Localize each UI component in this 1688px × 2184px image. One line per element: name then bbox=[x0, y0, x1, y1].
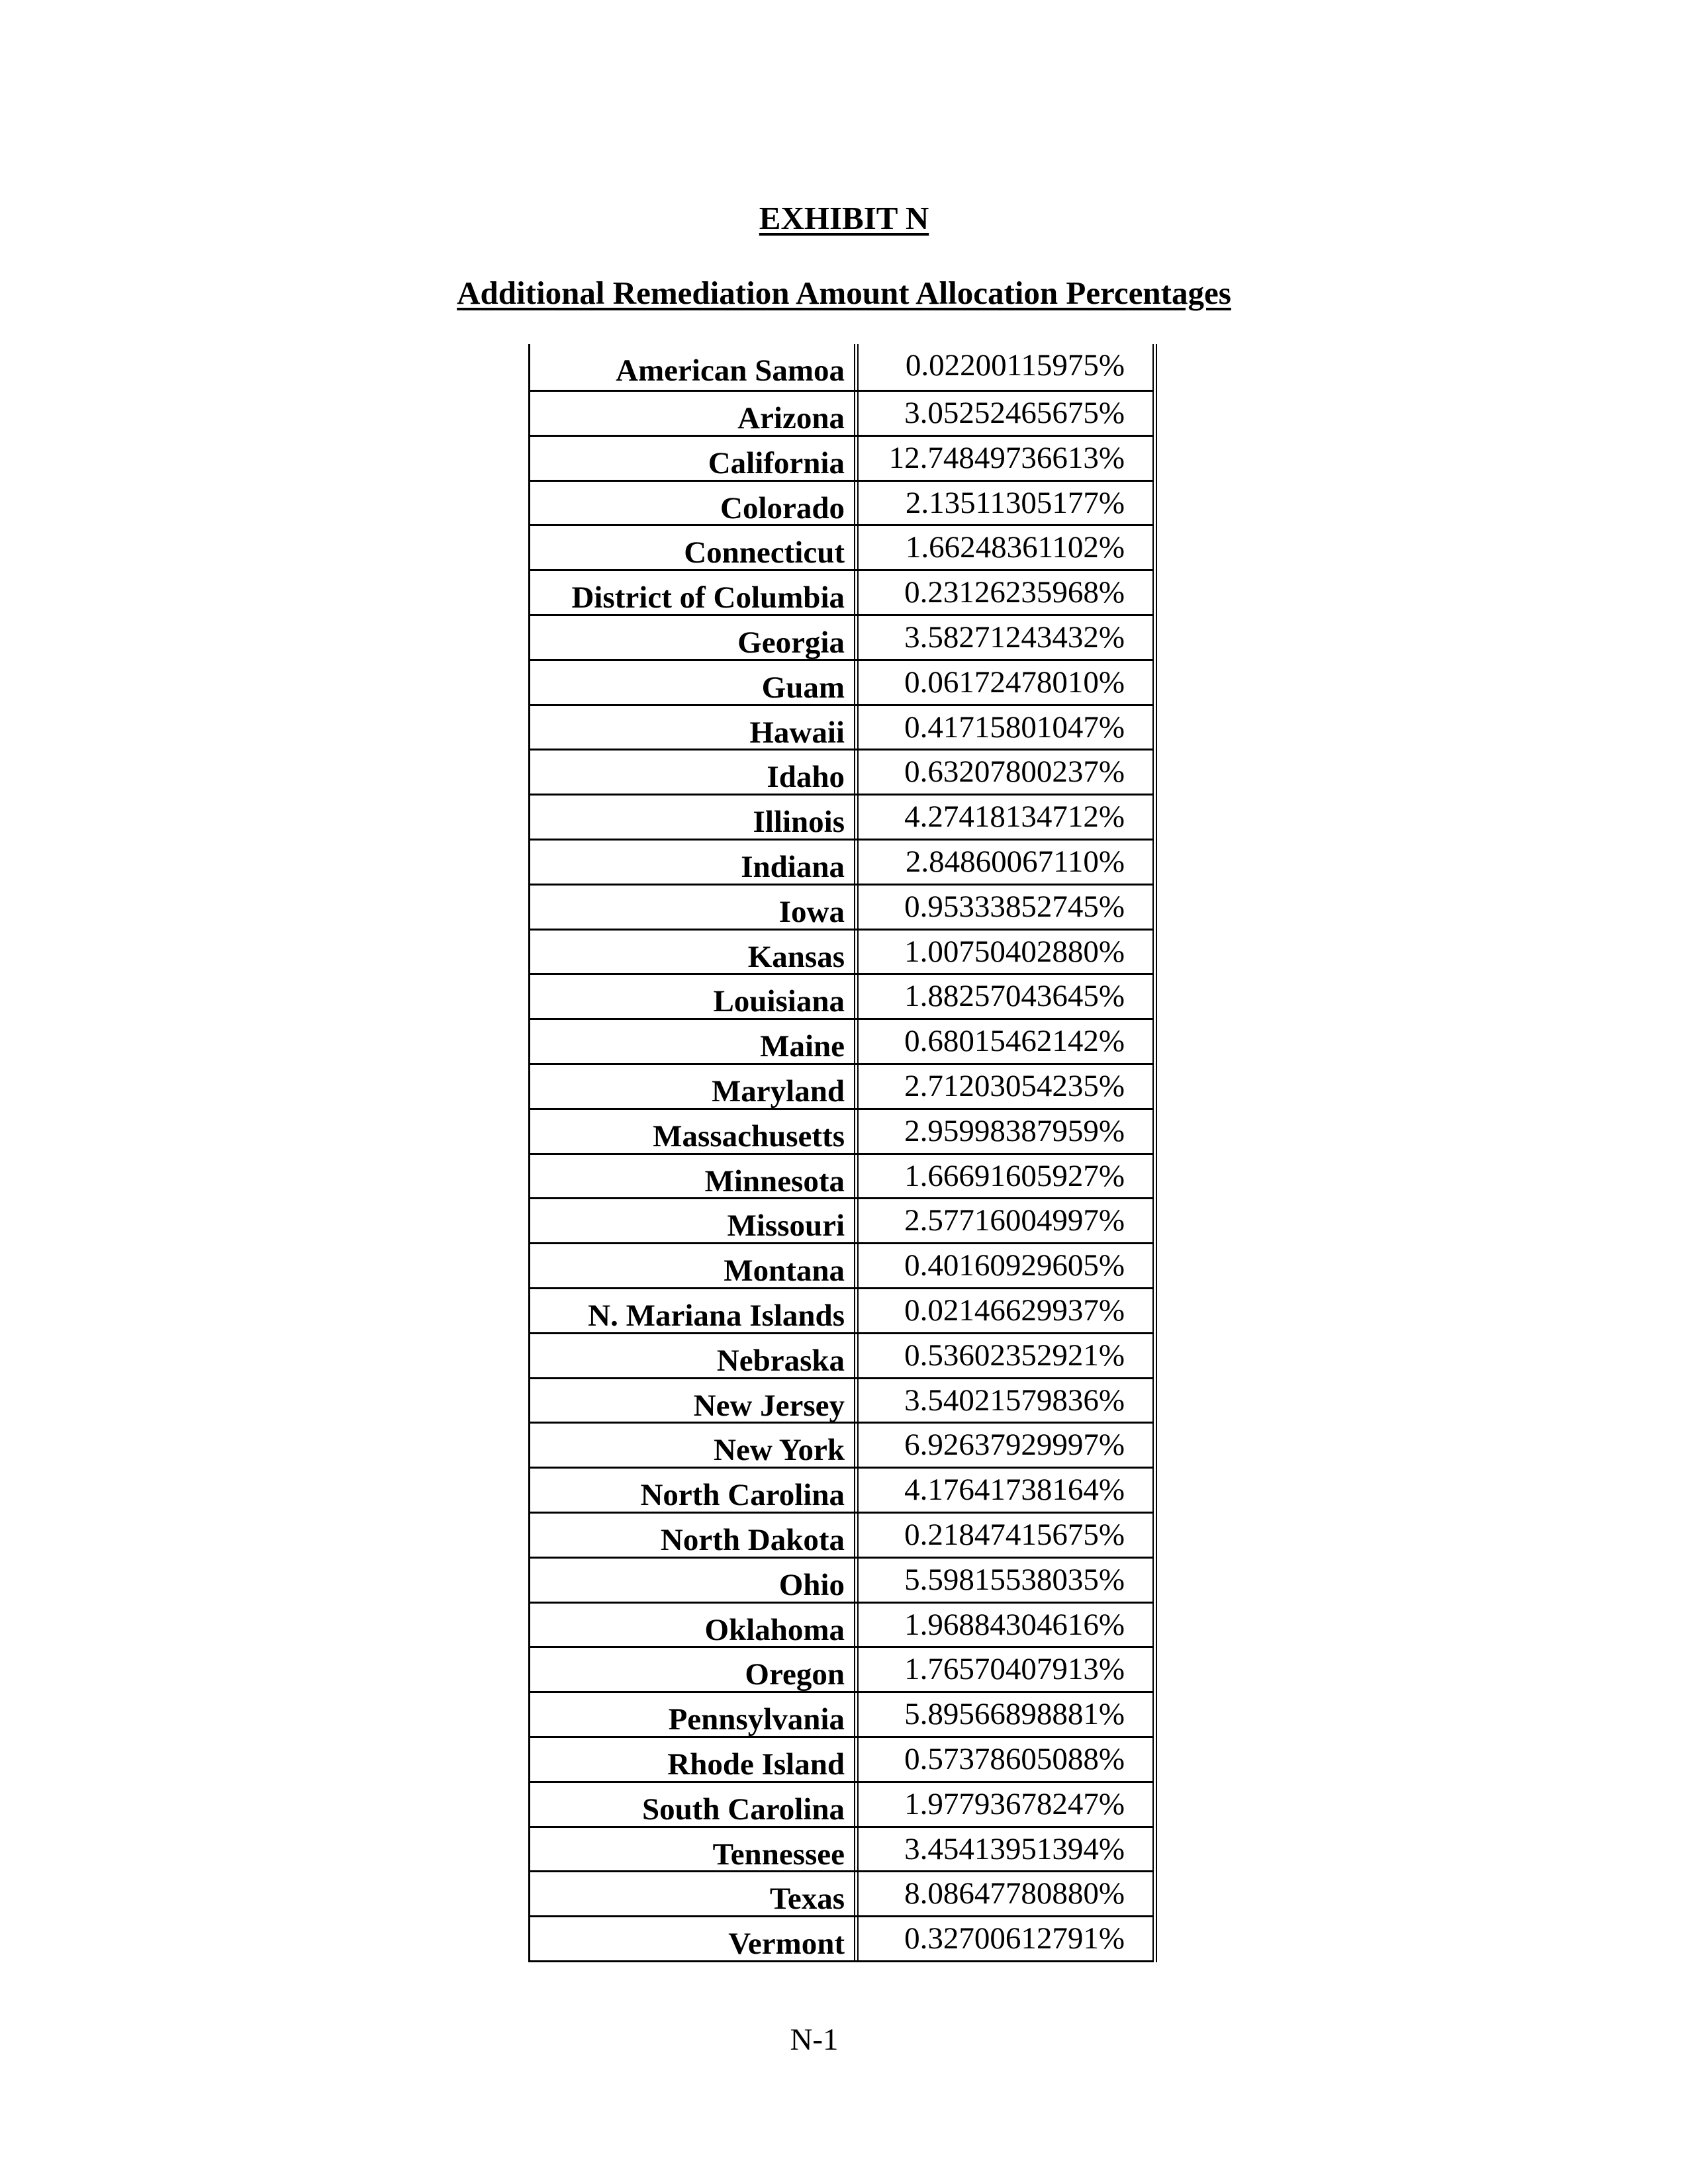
table-row bbox=[530, 437, 1152, 482]
table-row bbox=[530, 392, 1152, 437]
table-row bbox=[530, 706, 1152, 751]
table-row bbox=[530, 1065, 1152, 1110]
jurisdiction-name-cell: Rhode Island bbox=[530, 1738, 859, 1781]
allocation-percentage-cell: 1.66248361102% bbox=[905, 530, 1125, 565]
jurisdiction-name-cell: Illinois bbox=[530, 796, 859, 839]
jurisdiction-name-cell: Georgia bbox=[530, 616, 859, 659]
table-row bbox=[530, 975, 1152, 1020]
jurisdiction-name-cell: Connecticut bbox=[530, 526, 859, 569]
allocation-percentage-cell: 4.17641738164% bbox=[904, 1473, 1125, 1508]
jurisdiction-name-cell: Missouri bbox=[530, 1199, 859, 1242]
jurisdiction-name-cell: Montana bbox=[530, 1244, 859, 1287]
allocation-percentage-cell: 0.32700612791% bbox=[904, 1921, 1125, 1956]
table-row bbox=[530, 571, 1152, 616]
allocation-percentage-cell: 12.74849736613% bbox=[888, 440, 1125, 475]
allocation-percentage-cell: 3.05252465675% bbox=[904, 396, 1125, 430]
allocation-percentage-cell: 1.88257043645% bbox=[904, 979, 1125, 1014]
allocation-percentage-cell: 1.96884304616% bbox=[904, 1607, 1125, 1642]
table-row bbox=[530, 616, 1152, 661]
table-row bbox=[530, 526, 1152, 571]
table-row bbox=[530, 796, 1152, 841]
allocation-percentage-cell: 2.95998387959% bbox=[904, 1113, 1125, 1148]
jurisdiction-name-cell: California bbox=[530, 437, 859, 480]
exhibit-subtitle: Additional Remediation Amount Allocation Percentages bbox=[457, 275, 1231, 311]
table-row bbox=[530, 841, 1152, 886]
jurisdiction-name-cell: Louisiana bbox=[530, 975, 859, 1018]
jurisdiction-name-cell: Minnesota bbox=[530, 1155, 859, 1198]
jurisdiction-name-cell: Massachusetts bbox=[530, 1110, 859, 1153]
allocation-percentage-cell: 0.06172478010% bbox=[904, 664, 1125, 700]
allocation-percentage-cell: 1.66691605927% bbox=[904, 1158, 1125, 1193]
table-row bbox=[530, 1334, 1152, 1379]
allocation-percentage-cell: 3.58271243432% bbox=[904, 619, 1125, 655]
allocation-percentage-cell: 0.95333852745% bbox=[904, 889, 1125, 924]
allocation-table bbox=[528, 344, 1157, 1962]
jurisdiction-name-cell: New Jersey bbox=[530, 1379, 859, 1422]
allocation-percentage-cell: 1.76570407913% bbox=[904, 1652, 1125, 1687]
jurisdiction-name-cell: Kansas bbox=[530, 931, 859, 974]
jurisdiction-name-cell: Oregon bbox=[530, 1648, 859, 1691]
jurisdiction-name-cell: Guam bbox=[530, 661, 859, 704]
jurisdiction-name-cell: North Dakota bbox=[530, 1514, 859, 1557]
jurisdiction-name-cell: Maryland bbox=[530, 1065, 859, 1108]
table-row bbox=[530, 1648, 1152, 1693]
allocation-percentage-cell: 0.40160929605% bbox=[904, 1248, 1125, 1283]
table-row bbox=[530, 1693, 1152, 1738]
allocation-percentage-cell: 2.57716004997% bbox=[904, 1203, 1125, 1238]
table-row bbox=[530, 1289, 1152, 1334]
allocation-percentage-cell: 0.63207800237% bbox=[904, 754, 1125, 790]
table-row bbox=[530, 1199, 1152, 1244]
allocation-percentage-cell: 2.84860067110% bbox=[905, 844, 1125, 879]
jurisdiction-name-cell: New York bbox=[530, 1424, 859, 1467]
allocation-percentage-cell: 5.89566898881% bbox=[904, 1697, 1125, 1732]
jurisdiction-name-cell: Vermont bbox=[530, 1917, 859, 1960]
jurisdiction-name-cell: Idaho bbox=[530, 751, 859, 794]
allocation-percentage-cell: 8.08647780880% bbox=[904, 1876, 1125, 1911]
allocation-percentage-cell: 2.71203054235% bbox=[904, 1068, 1125, 1103]
jurisdiction-name-cell: North Carolina bbox=[530, 1469, 859, 1512]
allocation-percentage-cell: 0.57378605088% bbox=[904, 1741, 1125, 1776]
table-row bbox=[530, 1514, 1152, 1559]
table-row bbox=[530, 1020, 1152, 1065]
jurisdiction-name-cell: Oklahoma bbox=[530, 1604, 859, 1647]
allocation-percentage-cell: 1.97793678247% bbox=[904, 1786, 1125, 1821]
jurisdiction-name-cell: Indiana bbox=[530, 841, 859, 884]
table-row bbox=[530, 661, 1152, 706]
allocation-percentage-cell: 3.54021579836% bbox=[904, 1383, 1125, 1418]
exhibit-title: EXHIBIT N bbox=[759, 200, 929, 236]
jurisdiction-name-cell: Iowa bbox=[530, 886, 859, 929]
table-row bbox=[530, 1872, 1152, 1917]
jurisdiction-name-cell: Tennessee bbox=[530, 1828, 859, 1871]
allocation-percentage-cell: 0.02200115975% bbox=[905, 348, 1125, 383]
jurisdiction-name-cell: Pennsylvania bbox=[530, 1693, 859, 1736]
allocation-percentage-cell: 2.13511305177% bbox=[905, 485, 1125, 520]
table-row bbox=[530, 1917, 1152, 1962]
jurisdiction-name-cell: Ohio bbox=[530, 1559, 859, 1602]
jurisdiction-name-cell: N. Mariana Islands bbox=[530, 1289, 859, 1332]
jurisdiction-name-cell: District of Columbia bbox=[530, 571, 859, 614]
allocation-percentage-cell: 0.53602352921% bbox=[904, 1338, 1125, 1373]
jurisdiction-name-cell: Nebraska bbox=[530, 1334, 859, 1377]
allocation-percentage-cell: 1.00750402880% bbox=[904, 934, 1125, 969]
allocation-percentage-cell: 0.23126235968% bbox=[904, 575, 1125, 610]
allocation-percentage-cell: 0.41715801047% bbox=[904, 709, 1125, 745]
table-row bbox=[530, 1828, 1152, 1873]
jurisdiction-name-cell: South Carolina bbox=[530, 1783, 859, 1826]
table-row bbox=[530, 344, 1152, 392]
jurisdiction-name-cell: Hawaii bbox=[530, 706, 859, 749]
table-row bbox=[530, 1604, 1152, 1649]
table-row bbox=[530, 1738, 1152, 1783]
table-row bbox=[530, 1559, 1152, 1604]
jurisdiction-name-cell: Texas bbox=[530, 1872, 859, 1915]
page-number: N-1 bbox=[790, 2023, 839, 2057]
table-row bbox=[530, 1783, 1152, 1828]
jurisdiction-name-cell: American Samoa bbox=[530, 344, 859, 390]
allocation-percentage-cell: 6.92637929997% bbox=[904, 1428, 1125, 1463]
table-row bbox=[530, 482, 1152, 527]
jurisdiction-name-cell: Colorado bbox=[530, 482, 859, 525]
table-row bbox=[530, 931, 1152, 976]
allocation-percentage-cell: 0.21847415675% bbox=[904, 1517, 1125, 1552]
table-row bbox=[530, 1469, 1152, 1514]
table-row bbox=[530, 1424, 1152, 1469]
table-row bbox=[530, 1155, 1152, 1200]
table-row bbox=[530, 886, 1152, 931]
jurisdiction-name-cell: Arizona bbox=[530, 392, 859, 435]
allocation-percentage-cell: 0.02146629937% bbox=[904, 1293, 1125, 1328]
table-row bbox=[530, 1110, 1152, 1155]
allocation-percentage-cell: 3.45413951394% bbox=[904, 1831, 1125, 1866]
allocation-percentage-cell: 4.27418134712% bbox=[904, 799, 1125, 835]
table-row bbox=[530, 1379, 1152, 1424]
allocation-percentage-cell: 5.59815538035% bbox=[904, 1562, 1125, 1597]
jurisdiction-name-cell: Maine bbox=[530, 1020, 859, 1063]
allocation-percentage-cell: 0.68015462142% bbox=[904, 1024, 1125, 1059]
table-row bbox=[530, 751, 1152, 796]
table-row bbox=[530, 1244, 1152, 1289]
